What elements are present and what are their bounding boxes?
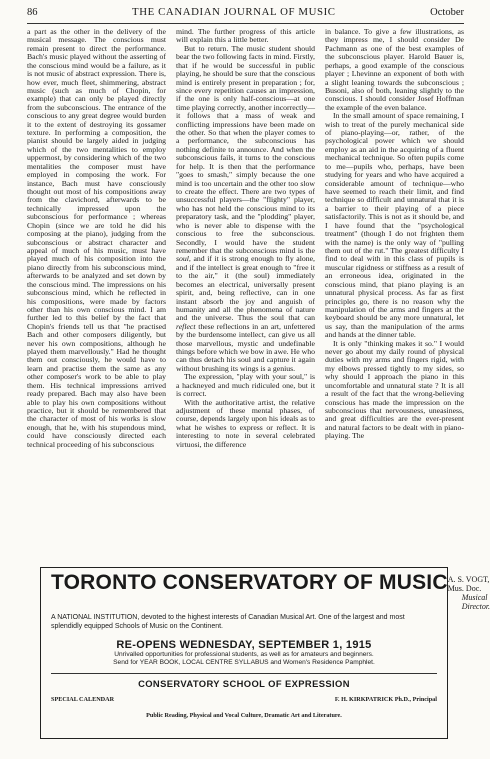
emphasis: soul, bbox=[176, 254, 191, 264]
ad-calendar-row bbox=[51, 696, 437, 703]
special-calendar: SPECIAL CALENDAR bbox=[51, 696, 115, 703]
paragraph: a part as the other in the delivery of the musical message. The conscious must remain present to direct the performance. Bach's music played without the asserting of the conscious mind would be a failure, as it is not music of abstract expression. There is, how ever, much fleet, shimmering, abstract music (such as much of Chopin, for example) that can only be played directly from the subconscious. The entrance of the conscious to any great degree would burden it to the extent of destroying its gossamer texture. In performing a composition, the pianist should be largely aided in judging which of the two mentalities to employ uppermost, by considering which of the two mentalities the composer must have employed in composing the work. For instance, Bach must have consciously thought out most of his compositions away from the clavichord, afterwards to be technically impressed upon the subconscious for performance ; whereas Chopin (since we are told he did his composing at the piano), judging from the subconscious or abstract character and appeal of much of his music, must have played much of his composition into the piano directly from his subconscious mind, afterwards to be analyzed and set down by the conscious mind. The impressions on his subconscious mind, which he reflected in his compositions, were made by factors other than his own conscious mind. I am further led to this belief by the fact that Chopin's friends tell us that "he practised Bach and other composers diligently, but never his own compositions, although he played them marvellously." Had he thought them out consciously, he would have to learn and practise them the same as any other composer's work to be able to play them. His technical impressions arrived ready prepared. Bach may also have been able to play his own compositions without practice, but it should be remembered that the character of most of his works is slow enough, that he, with his stupendous mind, could have consciously directed each technical proceeding of his subconscious bbox=[27, 27, 166, 449]
paragraph-text: these reflections in an art, unfettered by the burdensome intellect, can give us all those marvellous, mystic and undefinable things before which we bow in awe. He who can thus detach his soul and capture it again without brushing its wings is a genius. bbox=[176, 321, 316, 373]
conservatory-advertisement bbox=[40, 567, 490, 739]
paragraph: The expression, "play with your soul," is a hackneyed and much ridiculed one, but it is correct. bbox=[176, 372, 315, 399]
director-role-wrap bbox=[448, 593, 490, 611]
principal-name: F. H. KIRKPATRICK Ph.D., Principal bbox=[334, 696, 437, 703]
ad-header bbox=[51, 571, 490, 611]
course-list: Public Reading, Physical and Vocal Culture, Dramatic Art and Literature. bbox=[146, 712, 342, 719]
ad-director bbox=[448, 575, 490, 611]
director-role: Musical Director. bbox=[461, 593, 490, 611]
expression-school-title: CONSERVATORY SCHOOL OF EXPRESSION bbox=[138, 678, 350, 689]
paragraph-text: But to return. The music student should bear the two following facts in mind. Firstly, that if he would be successful in public playing, he should be sure that the conscious mind is entirely present in preparation ; for, since every repetition causes an impression, if the one is only half-conscious—at one time playing correctly, another incorrectly—it follows that a mass of weak and conflicting impressions have been made on the other. So that when the player comes to a performance, the subconscious has nothing definite to announce. And when the subconscious fails, it turns to the conscious for help. It is then that the performance "goes to smash," simply because the one mind is too uncertain and the other too slow to create the effect. There are two types of unsuccessful players—the "flighty" player, who has not held the conscious mind to its preparatory task, and the "plodding" player, who is never able to dispense with the conscious to free the subconscious. Secondly, I would have the student remember that the subconscious mind is the bbox=[176, 43, 315, 255]
emphasis: reflect bbox=[176, 321, 196, 331]
year-book-line: Send for YEAR BOOK, LOCAL CENTRE SYLLABUS and Women's Residence Pamphlet. bbox=[113, 659, 375, 666]
ad-divider bbox=[51, 673, 437, 674]
running-header bbox=[27, 6, 464, 22]
page-number: 86 bbox=[27, 7, 38, 18]
paragraph: in balance. To give a few illustrations, as they impress me, I should consider De Pachmann as one of the best examples of the subconscious player. Harold Bauer is, perhaps, a good example of the conscious player ; Lhevinne an exponent of both with a slight leaning towards the subconscious ; Busoni, also of both, leaning slightly to the conscious. I should consider Josef Hoffman the example of the even balance. bbox=[325, 27, 464, 112]
paragraph: mind. The further progress of this article will explain this a little better. bbox=[176, 27, 315, 45]
paragraph: In the small amount of space remaining, I wish to treat of the purely mechanical side of piano-playing—or, rather, of the psychological power which we should employ as an aid in the acquiring of a fluent mechanical technique. So often pupils come to me—pupils who, perhaps, have been studying for years and who have acquired a considerable amount of technique—who have seemed to reach their limit, and find technique so difficult and unnatural that it is a barrier to their playing of a piece satisfactorily. This is not as it should be, and I have found that the "psychological treatment" (though I do not frighten them with the name) is the only way of "pulling them out of the rut." The greatest difficulty I find to deal with in this class of pupils is muscular rigidness or stiffness as a result of an erroneous idea, originated in the conscious mind, that piano playing is an unnatural physical process. As far as first principles go, there is no reason why the manipulation of the arms and fingers at the keyboard should be any more unnatural, let us say, than the manipulation of the arms and hands at the dinner table. bbox=[325, 111, 464, 340]
header-rule bbox=[27, 23, 464, 24]
ad-description: A NATIONAL INSTITUTION, devoted to the highest interests of Canadian Musical Art. One of the largest and most splendidly equipped Schools of Music on the Continent. bbox=[51, 614, 405, 630]
article-body bbox=[27, 28, 464, 559]
reopening-date: RE-OPENS WEDNESDAY, SEPTEMBER 1, 1915 bbox=[116, 639, 372, 651]
paragraph-text: and if it is strong enough to fly alone, and if the intellect is great enough to "free it to the air," it (the soul) immediately becomes an electrical, universally present spirit, and, being reflective, can in one instant absorb the joy and anguish of humanity and all the phenomena of nature and the universe. Thus the soul that can bbox=[176, 254, 315, 323]
article-column-2 bbox=[176, 28, 315, 559]
facilities-line: Unrivalled opportunities for professional students, as well as for amateurs and beginners. bbox=[114, 651, 374, 658]
director-name: A. S. VOGT, Mus. Doc. bbox=[447, 575, 490, 593]
issue-month: October bbox=[430, 7, 464, 18]
paragraph bbox=[176, 45, 315, 373]
article-column-3 bbox=[325, 28, 464, 559]
article-column-1 bbox=[27, 28, 166, 559]
journal-title: THE CANADIAN JOURNAL OF MUSIC bbox=[132, 6, 336, 18]
paragraph: With the authoritative artist, the relative adjustment of these mental phases, of course, depends largely upon his ideals as to what he wishes to express or reflect. It is interesting to note in several celebrated virtuosi, the difference bbox=[176, 397, 315, 449]
ad-title: TORONTO CONSERVATORY OF MUSIC bbox=[51, 571, 448, 594]
paragraph: It is only "thinking makes it so." I would never go about my daily round of physical duties with my arms and fingers rigid, with my elbows pressed tightly to my sides, so why should I approach the piano in this uncomfortable and unnatural state ? It is all a result of the fact that the wrong-believing conscious has made the impression on the subconscious that nervousness, uneasiness, and great difficulties are the ever-present and natural factors to be dealt with in piano-playing. The bbox=[325, 338, 464, 441]
